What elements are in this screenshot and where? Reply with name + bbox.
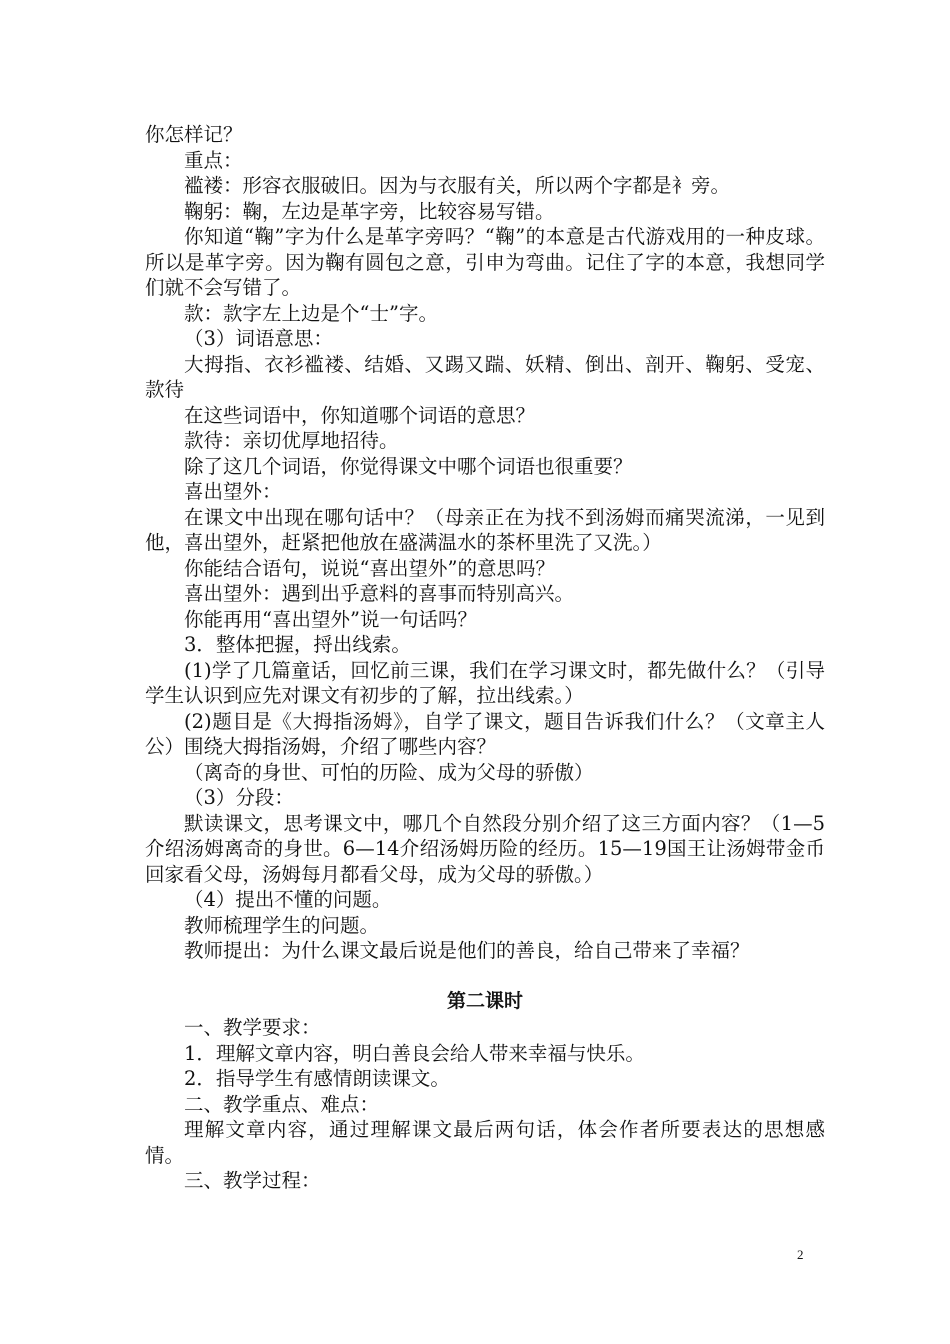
paragraph: （4）提出不懂的问题。: [184, 888, 392, 911]
paragraph: (2)题目是《大拇指汤姆》，自学了课文，题目告诉我们什么？（文章主人公）围绕大拇指汤姆，介绍了哪些内容？: [145, 709, 825, 758]
paragraph: 重点：: [184, 148, 243, 172]
text-block-before: [145, 122, 825, 964]
paragraph: 褴褛：形容衣服破旧。因为与衣服有关，所以两个字都是衤旁。: [184, 174, 731, 197]
paragraph: （3）分段：: [184, 786, 294, 809]
paragraph: 在这些词语中，你知道哪个词语的意思？: [184, 403, 536, 427]
paragraph: 教师梳理学生的问题。: [184, 913, 380, 937]
text-block-after: [145, 1015, 825, 1194]
paragraph: （离奇的身世、可怕的历险、成为父母的骄傲）: [184, 760, 594, 784]
paragraph: 你知道“鞠”字为什么是革字旁吗？“鞠”的本意是古代游戏用的一种皮球。所以是革字旁。因为鞠有圆包之意，引申为弯曲。记住了字的本意，我想同学们就不会写错了。: [145, 225, 825, 299]
section-heading: 第二课时: [446, 989, 523, 1012]
paragraph: 理解文章内容，通过理解课文最后两句话，体会作者所要表达的思想感情。: [145, 1118, 825, 1167]
paragraph: 一、教学要求：: [184, 1016, 321, 1039]
paragraph: 三、教学过程：: [184, 1169, 321, 1192]
page-number: 2: [797, 1247, 804, 1262]
paragraph: 款待：亲切优厚地招待。: [184, 429, 399, 452]
paragraph: 除了这几个词语，你觉得课文中哪个词语也很重要？: [184, 454, 633, 478]
paragraph: 鞠躬：鞠，左边是革字旁，比较容易写错。: [184, 199, 555, 223]
paragraph: 喜出望外：: [184, 480, 282, 503]
paragraph: 教师提出：为什么课文最后说是他们的善良，给自己带来了幸福？: [184, 939, 750, 962]
paragraph: 你怎样记？: [145, 123, 243, 146]
paragraph: 默读课文，思考课文中，哪几个自然段分别介绍了这三方面内容？（1—5介绍汤姆离奇的身世。6—14介绍汤姆历险的经历。15—19国王让汤姆带金币回家看父母，汤姆每月都看父母，成为父母的骄傲。）: [145, 811, 825, 886]
paragraph: 你能结合语句，说说“喜出望外”的意思吗？: [184, 556, 555, 580]
paragraph: 2．指导学生有感情朗读课文。: [184, 1067, 450, 1090]
paragraph: 你能再用“喜出望外”说一句话吗？: [184, 607, 477, 631]
paragraph: 二、教学重点、难点：: [184, 1092, 380, 1116]
paragraph: 款：款字左上边是个“士”字。: [184, 301, 438, 325]
document-page: [145, 122, 825, 1194]
paragraph: 大拇指、衣衫褴褛、结婚、又踢又踹、妖精、倒出、剖开、鞠躬、受宠、款待: [145, 352, 825, 401]
paragraph: 喜出望外：遇到出乎意料的喜事而特别高兴。: [184, 582, 575, 605]
paragraph: (1)学了几篇童话，回忆前三课，我们在学习课文时，都先做什么？（引导学生认识到应先对课文有初步的了解，拉出线索。）: [145, 658, 825, 707]
paragraph: 在课文中出现在哪句话中？（母亲正在为找不到汤姆而痛哭流涕，一见到他，喜出望外，赶紧把他放在盛满温水的茶杯里洗了又洗。）: [145, 505, 825, 554]
paragraph: 3．整体把握，捋出线索。: [184, 633, 411, 656]
paragraph: 1．理解文章内容，明白善良会给人带来幸福与快乐。: [184, 1041, 645, 1065]
paragraph: （3）词语意思：: [184, 327, 333, 350]
